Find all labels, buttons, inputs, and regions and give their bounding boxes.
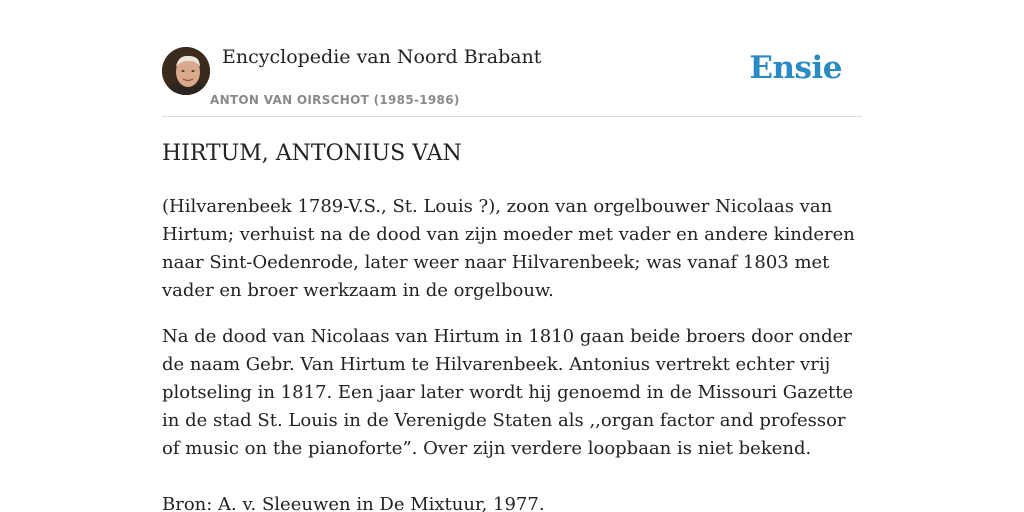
source-title[interactable]: Encyclopedie van Noord Brabant (222, 46, 542, 68)
source-author[interactable]: ANTON VAN OIRSCHOT (1985-1986) (210, 93, 460, 107)
entry-source-line: Bron: A. v. Sleeuwen in De Mixtuur, 1977. (162, 494, 545, 512)
entry-title: HIRTUM, ANTONIUS VAN (162, 141, 462, 166)
header (162, 0, 862, 117)
author-portrait-icon (162, 47, 210, 95)
entry-paragraph-1: (Hilvarenbeek 1789-V.S., St. Louis ?), zoon van orgelbouwer Nicolaas van Hirtum; verhuist na de dood van zijn moeder met vader en andere kinderen naar Sint-Oedenrode, later weer naar Hilvarenbeek; was vanaf 1803 met vader en broer werkzaam in de orgelbouw. (162, 196, 855, 301)
author-avatar[interactable] (162, 47, 210, 95)
entry-body (162, 193, 866, 512)
page (162, 0, 862, 512)
entry-paragraph-2: Na de dood van Nicolaas van Hirtum in 1810 gaan beide broers door onder de naam Gebr. Van Hirtum te Hilvarenbeek. Antonius vertrekt echter vrij plotseling in 1817. Een jaar later wordt hij genoemd in de Missouri Gazette in de stad St. Louis in de Verenigde Staten als ,,organ factor and professor of music on the pianoforte”. Over zijn verdere loopbaan is niet bekend. (162, 326, 854, 459)
ensie-logo[interactable]: Ensie (749, 50, 842, 86)
